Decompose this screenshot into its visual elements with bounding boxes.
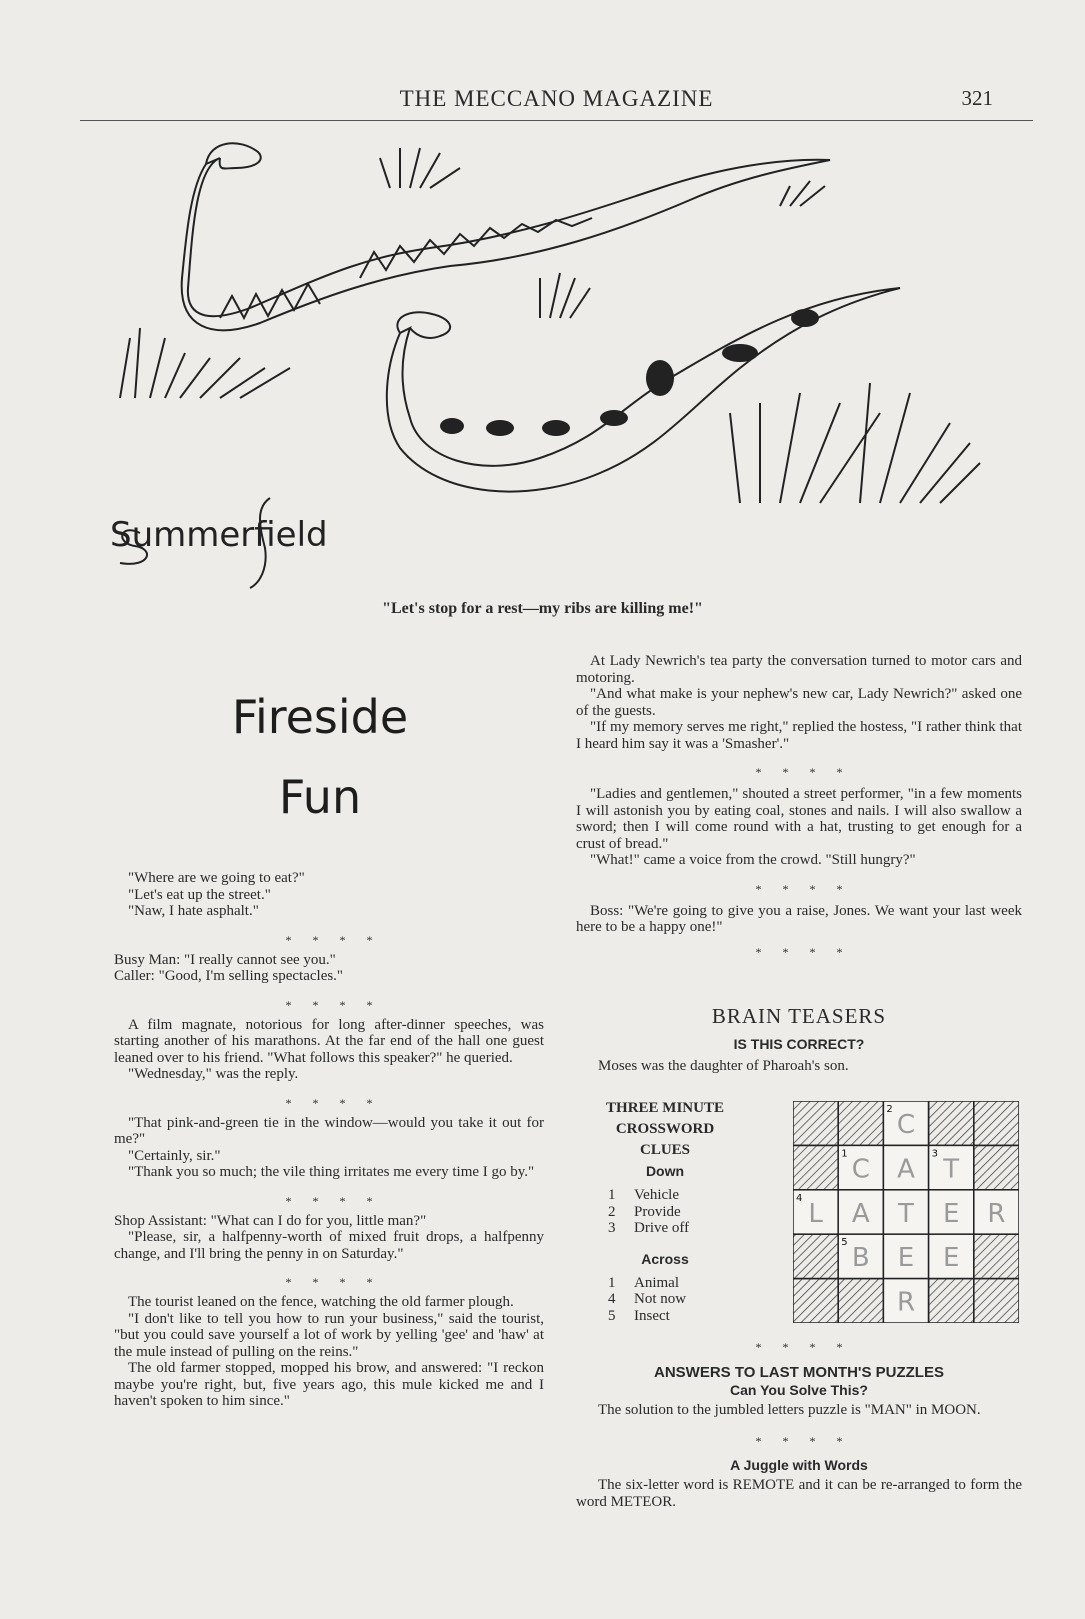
crossword-letter: C [896, 1109, 916, 1140]
crossword-clue-number: 1 [841, 1148, 848, 1160]
clue-down-1: 1 Vehicle [608, 1187, 679, 1203]
right-column [576, 653, 1022, 960]
separator-stars: * * * * [755, 1433, 843, 1448]
upper-snake-head [206, 143, 261, 168]
crossword-letter: L [808, 1198, 823, 1229]
lower-snake-body [387, 288, 900, 492]
crossword-clue-number: 3 [931, 1148, 938, 1160]
crossword-clue-number: 4 [796, 1192, 803, 1204]
clue-across-4: 4 Not now [608, 1291, 687, 1307]
upper-snake-pattern [220, 218, 592, 318]
separator-stars: * * * * [755, 1340, 843, 1354]
answers-text1: The solution to the jumbled letters puzzle is "MAN" in MOON. [598, 1402, 981, 1418]
upper-snake-body [182, 158, 830, 330]
clue-down-3: 3 Drive off [608, 1220, 690, 1236]
crossword-block-cell [793, 1101, 838, 1145]
crossword-heading-2: CROSSWORD [615, 1121, 715, 1137]
answers-sub2: A Juggle with Words [730, 1456, 868, 1473]
crossword-heading-3: CLUES [639, 1142, 691, 1158]
spot [646, 360, 674, 396]
clue-down-2: 2 Provide [608, 1203, 681, 1220]
article-title-line1: Fireside [231, 690, 409, 744]
separator-stars: * * * * [285, 1275, 373, 1289]
crossword-clue-number: 5 [841, 1237, 848, 1249]
spot [722, 344, 758, 362]
joke-2: Busy Man: "I really cannot see you." Caller: "Good, I'm selling spectacles." [114, 951, 344, 984]
crossword-grid [793, 1101, 1019, 1323]
crossword-block-cell [974, 1145, 1019, 1189]
crossword-block-cell [974, 1101, 1019, 1145]
spot [600, 410, 628, 426]
is-this-correct [576, 1036, 1022, 1074]
crossword-letter: E [897, 1243, 915, 1274]
crossword-heading-1: THREE MINUTE [606, 1100, 724, 1116]
crossword-letter: T [943, 1154, 960, 1185]
separator-stars: * * * * [285, 1095, 373, 1110]
crossword-letter: T [898, 1198, 914, 1229]
joke-3: A film magnate, notorious for long after-dinner speeches, was starting another of his marathons. At the far end of the hall one guest leaned over to his friend. "What follows this speaker?" he queried. "Wednesday," was the reply. [114, 1016, 544, 1082]
spot [542, 420, 570, 436]
crossword-letter: E [942, 1243, 960, 1274]
crossword-letter: C [851, 1154, 870, 1185]
clue-across-5: 5 Insect [608, 1307, 670, 1324]
down-label: Down [645, 1163, 685, 1179]
spot [791, 309, 819, 327]
brain-teasers-title: BRAIN TEASERS [711, 1004, 887, 1028]
lower-snake-head [397, 312, 450, 338]
left-column [114, 870, 544, 1410]
separator-stars: * * * * [755, 944, 843, 959]
answers-heading: ANSWERS TO LAST MONTH'S PUZZLES [654, 1364, 944, 1381]
illustrator-signature: Summerfield [110, 515, 328, 555]
separator-stars: * * * * [755, 881, 843, 896]
crossword-clue-number: 2 [886, 1104, 893, 1115]
crossword-block-cell [929, 1101, 974, 1145]
crossword-letter: A [851, 1198, 870, 1229]
magazine-title: THE MECCANO MAGAZINE [399, 86, 714, 111]
clue-across-1: 1 Animal [608, 1274, 679, 1291]
answers-text2: The six-letter word is REMOTE and it can be re-arranged to form the word METEOR. [576, 1477, 1022, 1510]
grass-left [120, 328, 290, 398]
joke-5: Shop Assistant: "What can I do for you, little man?" "Please, sir, a halfpenny-worth of mixed fruit drops, a halfpenny change, and I'll bring the penny in on Saturday." [114, 1212, 544, 1262]
separator-stars: * * * * [285, 997, 373, 1012]
joke-9: Boss: "We're going to give you a raise, Jones. We want your last week here to be a happy one!" [576, 902, 1022, 935]
crossword-block-cell [793, 1145, 838, 1189]
is-this-correct-text: Moses was the daughter of Pharoah's son. [598, 1057, 849, 1074]
crossword-block-cell [929, 1279, 974, 1323]
snakes-illustration [100, 128, 1000, 603]
joke-8: "Ladies and gentlemen," shouted a street performer, "in a few moments I will astonish you by eating coal, stones and nails. I will also swallow a sword; then I will come round with a hat, trusting to get enough for a crust of bread." "What!" came a voice from the crowd. "Still hungry?" [576, 786, 1022, 868]
crossword-letter: E [942, 1198, 960, 1229]
illustration-caption: "Let's stop for a rest—my ribs are killing me!" [382, 600, 703, 617]
joke-6: The tourist leaned on the fence, watching the old farmer plough. "I don't like to tell you how to run your business," said the tourist, "but you could save yourself a lot of work by yelling 'gee' and 'haw' at the mule instead of pulling on the reins." The old farmer stopped, mopped his brow, and answered: "I reckon maybe you're right, but, five years ago, this mule kicked me and I haven't spoken to him since." [114, 1294, 544, 1409]
answers-sub1: Can You Solve This? [730, 1381, 868, 1398]
crossword-letter: A [897, 1154, 915, 1185]
joke-1: "Where are we going to eat?" "Let's eat up the street." "Naw, I hate asphalt." [128, 870, 305, 919]
crossword-block-cell [974, 1279, 1019, 1323]
separator-stars: * * * * [755, 765, 843, 779]
is-this-correct-heading: IS THIS CORRECT? [733, 1036, 865, 1052]
crossword-block-cell [838, 1279, 883, 1323]
crossword-block-cell [793, 1234, 838, 1278]
crossword-letter: R [896, 1287, 916, 1318]
article-title-line2: Fun [278, 770, 362, 824]
crossword-letter: R [987, 1198, 1006, 1229]
page-number: 321 [961, 86, 993, 110]
crossword-block-cell [974, 1234, 1019, 1278]
across-label: Across [641, 1250, 689, 1267]
spot [486, 420, 514, 436]
separator-stars: * * * * [285, 1193, 373, 1208]
page-header [80, 84, 1033, 121]
grass-right [730, 383, 980, 503]
spot [440, 418, 464, 434]
separator-stars: * * * * [285, 932, 373, 947]
crossword-block-cell [838, 1101, 883, 1145]
joke-4: "That pink-and-green tie in the window—would you take it out for me?" "Certainly, sir." "Thank you so much; the vile thing irritates me every time I go by." [114, 1114, 544, 1180]
crossword-letter: B [851, 1243, 870, 1274]
crossword-clues [590, 1098, 740, 1324]
answers-section [576, 1339, 1022, 1510]
joke-7: At Lady Newrich's tea party the conversation turned to motor cars and motoring. "And what make is your nephew's new car, Lady Newrich?" asked one of the guests. "If my memory serves me right," replied the hostess, "I rather think that I heard him say it was a 'Smasher'." [576, 653, 1022, 752]
crossword-block-cell [793, 1279, 838, 1323]
